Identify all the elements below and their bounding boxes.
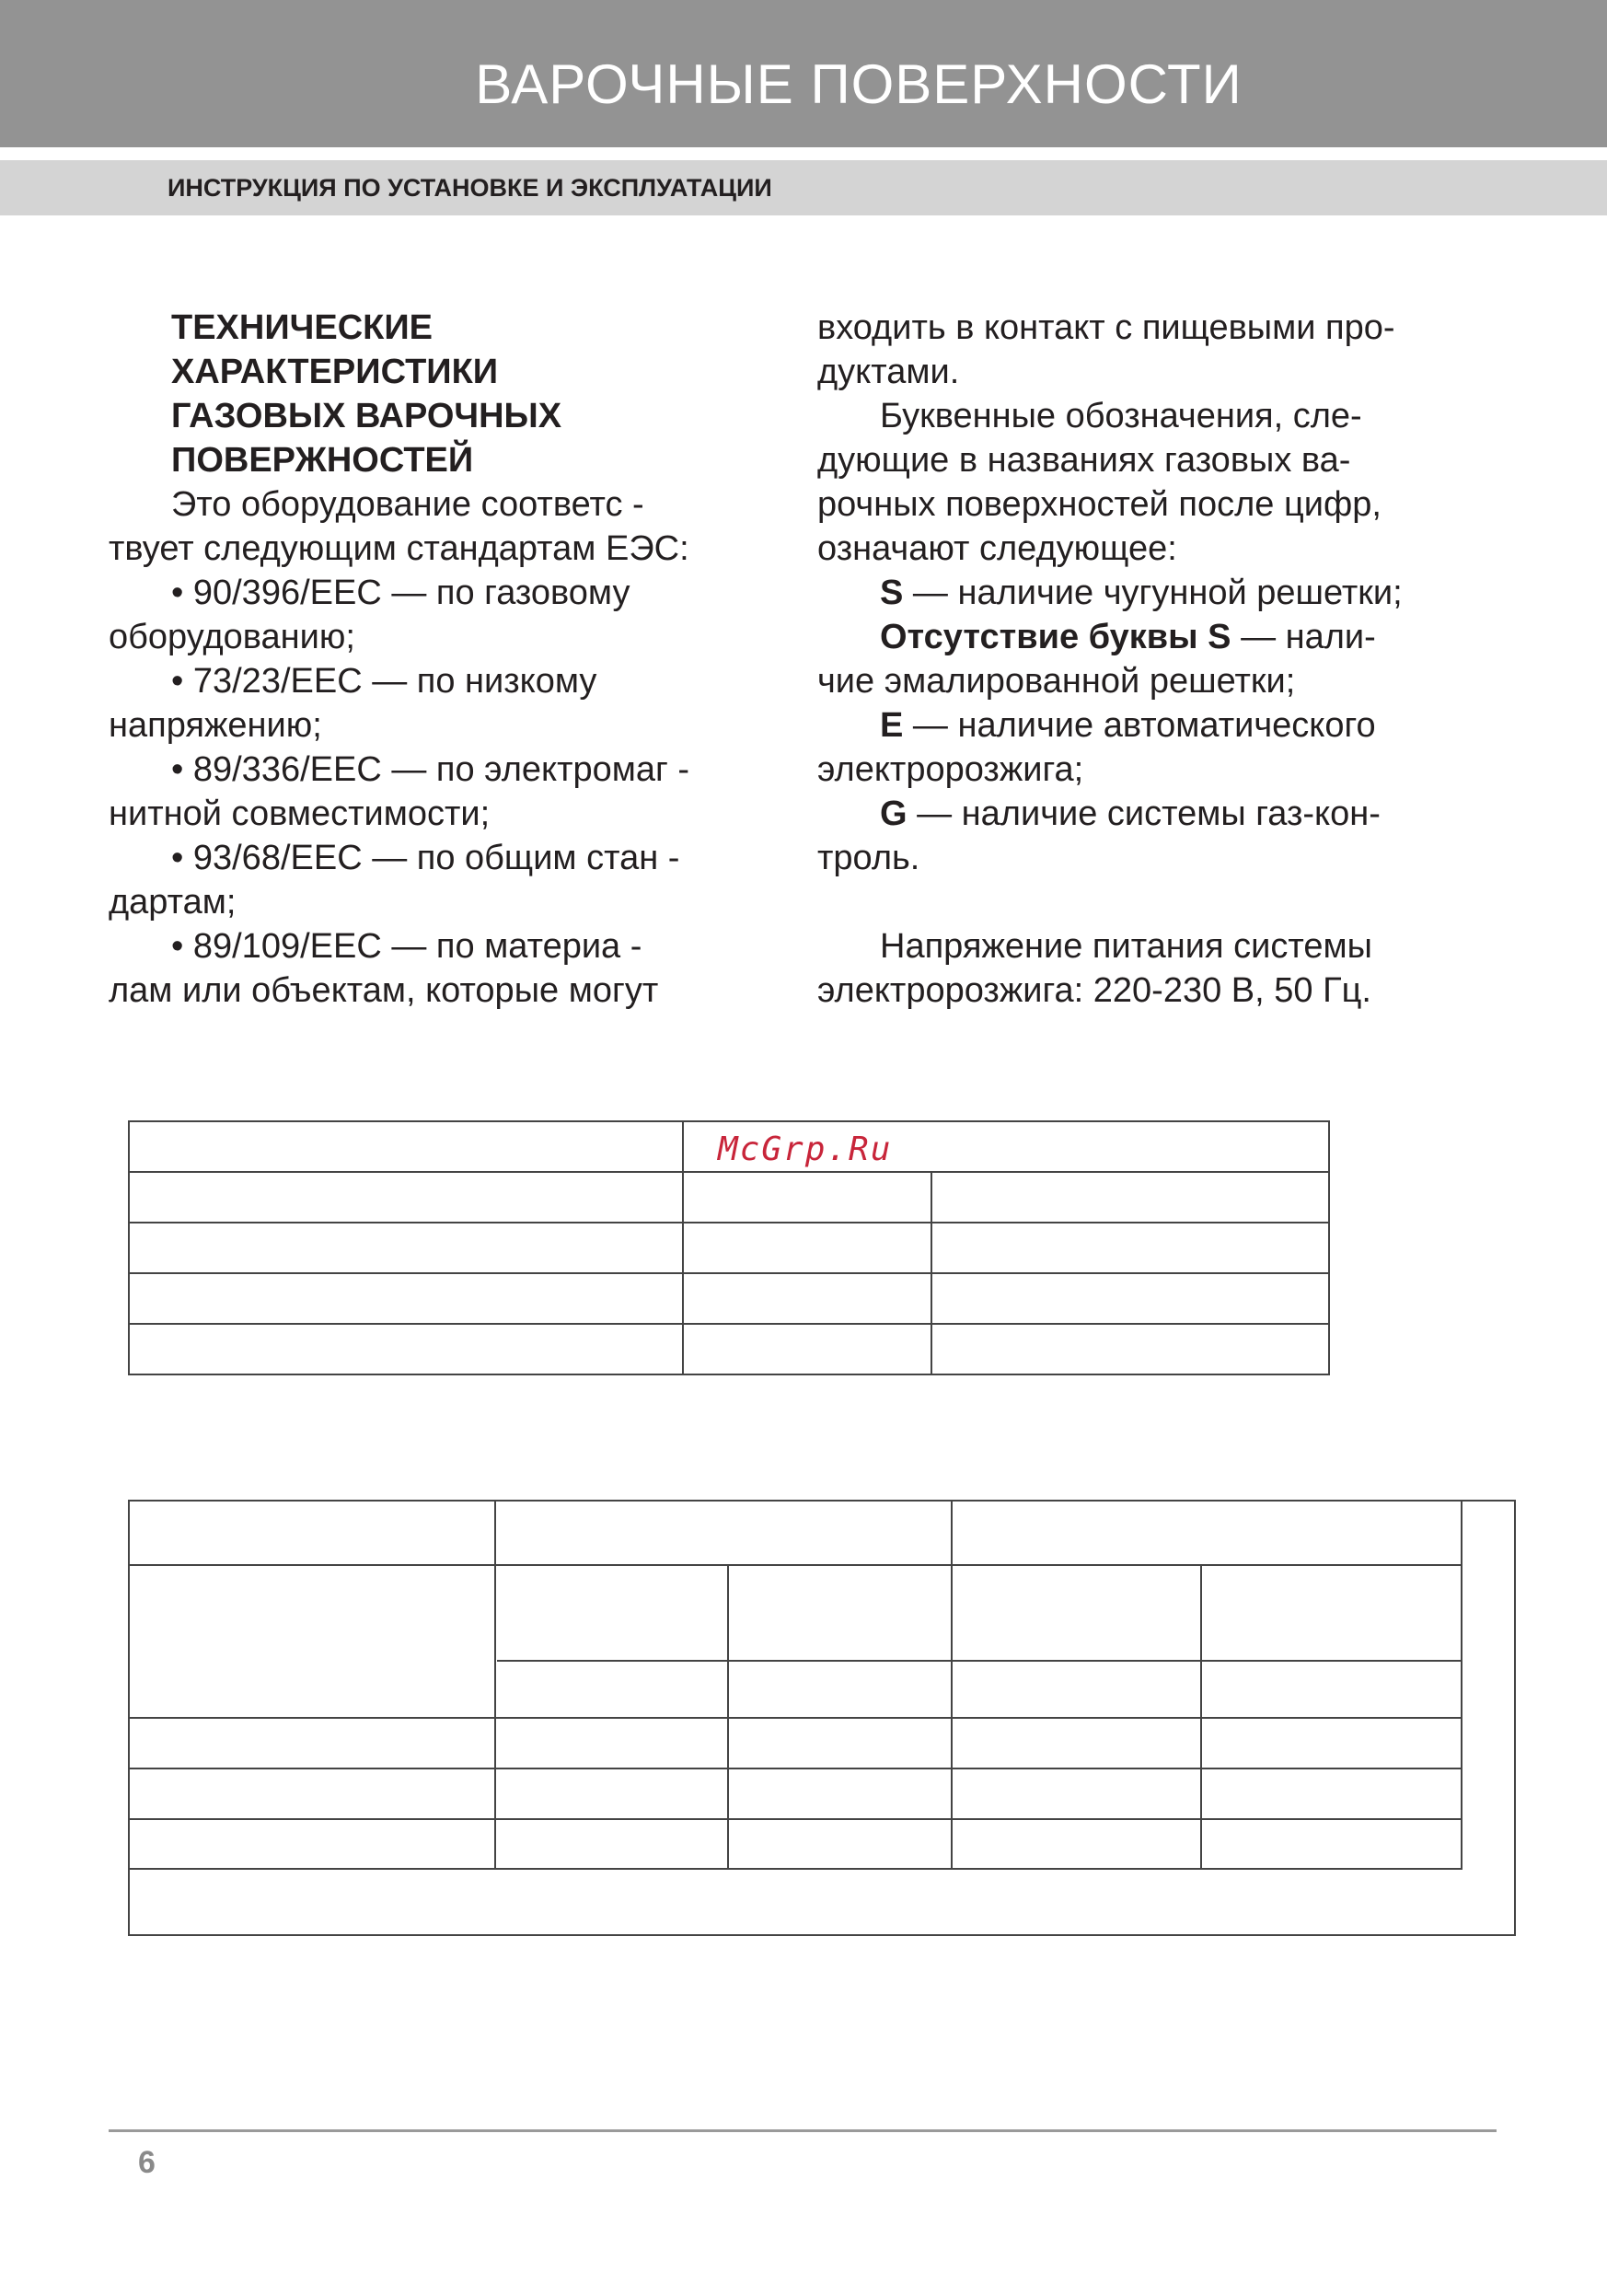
letters-intro-line: означают следующее: bbox=[817, 529, 1177, 568]
code-desc: — наличие автоматического bbox=[903, 706, 1376, 745]
standard-item-cont: напряжению; bbox=[109, 706, 322, 745]
section-subtitle: ИНСТРУКЦИЯ ПО УСТАНОВКЕ И ЭКСПЛУАТАЦИИ bbox=[168, 174, 772, 202]
continuation-line: дуктами. bbox=[817, 353, 960, 391]
standard-item: • 93/68/EEC — по общим стан - bbox=[171, 839, 680, 877]
standard-item: • 89/109/EEC — по материа - bbox=[171, 927, 642, 966]
code-letter: G bbox=[880, 794, 908, 833]
letters-intro-line: рочных поверхностей после цифр, bbox=[817, 485, 1382, 524]
heading-line: ГАЗОВЫХ ВАРОЧНЫХ bbox=[171, 397, 562, 435]
footer-divider bbox=[109, 2129, 1497, 2132]
standard-item-cont: оборудованию; bbox=[109, 618, 355, 656]
watermark: McGrp.Ru bbox=[718, 1131, 893, 1168]
continuation-line: входить в контакт с пищевыми про- bbox=[817, 308, 1395, 347]
intro-line: твует следующим стандартам ЕЭС: bbox=[109, 529, 689, 568]
standard-item: • 90/396/EEC — по газовому bbox=[171, 574, 630, 612]
code-letter: S bbox=[880, 574, 904, 612]
code-desc-cont: троль. bbox=[817, 839, 920, 877]
letters-intro-line: Буквенные обозначения, сле- bbox=[880, 397, 1362, 435]
code-letter: Отсутствие буквы S bbox=[880, 618, 1231, 656]
standard-item: • 89/336/EEC — по электромаг - bbox=[171, 750, 690, 789]
letters-intro-line: дующие в названиях газовых ва- bbox=[817, 441, 1351, 480]
heading-line: ХАРАКТЕРИСТИКИ bbox=[171, 353, 499, 391]
standard-item-cont: нитной совместимости; bbox=[109, 794, 491, 833]
standard-item: • 73/23/EEC — по низкому bbox=[171, 662, 597, 701]
table-2 bbox=[129, 1501, 1515, 1935]
code-desc: — наличие чугунной решетки; bbox=[903, 574, 1403, 612]
code-desc: — наличие системы газ-кон- bbox=[907, 794, 1381, 833]
code-letter: E bbox=[880, 706, 904, 745]
code-desc-cont: чие эмалированной решетки; bbox=[817, 662, 1296, 701]
page-title: ВАРОЧНЫЕ ПОВЕРХНОСТИ bbox=[475, 53, 1243, 115]
voltage-line: электророзжига: 220-230 В, 50 Гц. bbox=[817, 971, 1371, 1010]
page-number: 6 bbox=[138, 2145, 156, 2180]
code-desc-cont: электророзжига; bbox=[817, 750, 1084, 789]
table-2-inner-border bbox=[129, 1501, 1462, 1869]
standard-item-cont: дартам; bbox=[109, 883, 237, 922]
heading-line: ТЕХНИЧЕСКИЕ bbox=[171, 308, 433, 347]
standard-item-cont: лам или объектам, которые могут bbox=[109, 971, 659, 1010]
intro-line: Это оборудование соответс - bbox=[171, 485, 644, 524]
code-desc: — нали- bbox=[1231, 618, 1376, 656]
voltage-line: Напряжение питания системы bbox=[880, 927, 1372, 966]
heading-line: ПОВЕРЖНОСТЕЙ bbox=[171, 441, 474, 480]
